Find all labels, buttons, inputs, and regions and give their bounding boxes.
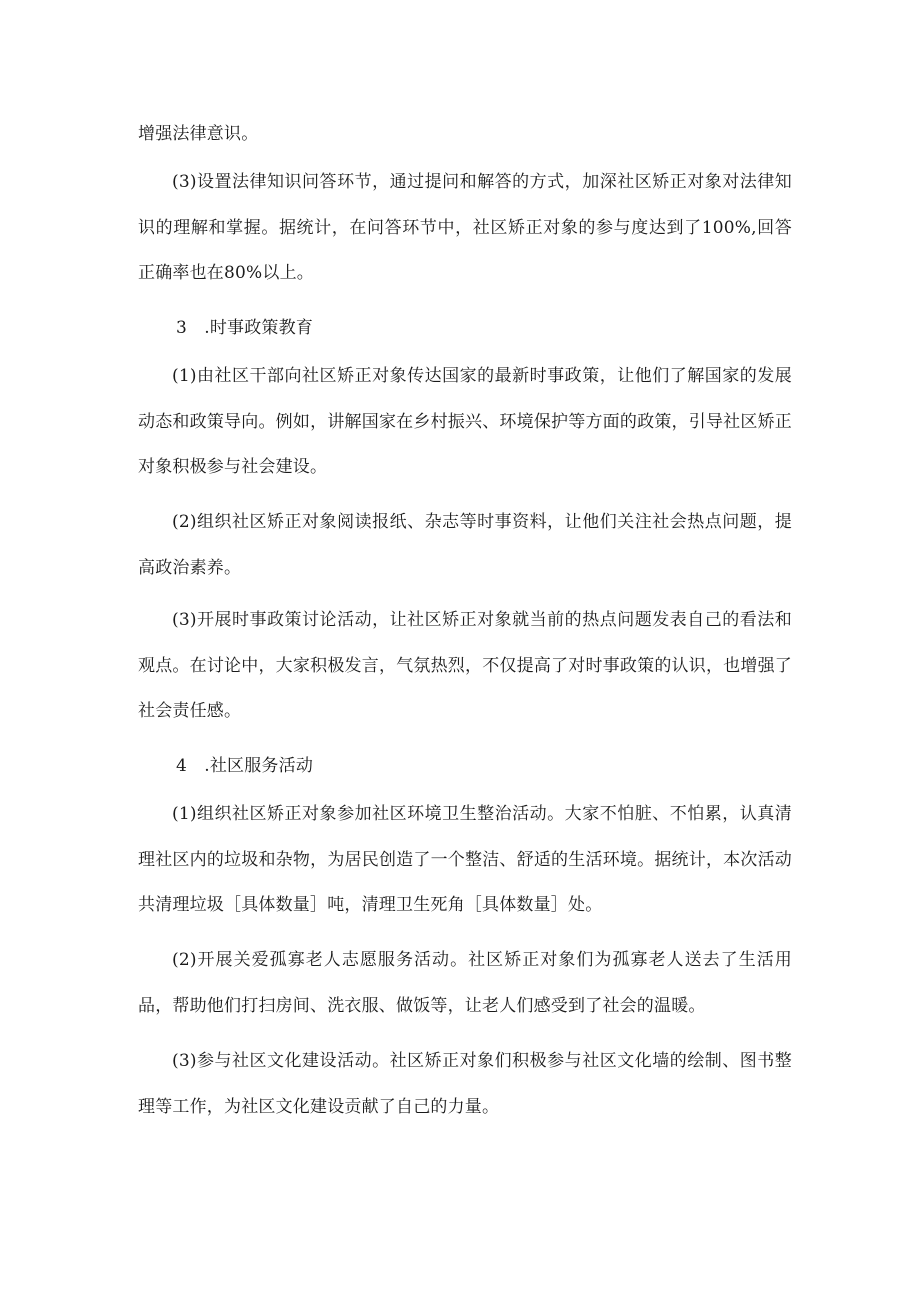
paragraph-legal-quiz: (3)设置法律知识问答环节，通过提问和解答的方式，加深社区矫正对象对法律知识的理解和掌握。据统计，在问答环节中，社区矫正对象的参与度达到了100%,回答正确率也在80%以上。 [138,172,792,283]
section-heading-community-service: 4 .社区服务活动 [176,756,314,776]
paragraph-environment-cleanup: (1)组织社区矫正对象参加社区环境卫生整治活动。大家不怕脏、不怕累，认真清理社区内的垃圾和杂物，为居民创造了一个整洁、舒适的生活环境。据统计，本次活动共清理垃圾［具体数量］吨，清理卫生死角［具体数量］处。 [138,804,792,915]
paragraph-policy-discussion: (3)开展时事政策讨论活动，让社区矫正对象就当前的热点问题发表自己的看法和观点。在讨论中，大家积极发言，气氛热烈，不仅提高了对时事政策的认识，也增强了社会责任感。 [138,610,792,721]
paragraph-continuation: 增强法律意识。 [138,124,259,144]
paragraph-elderly-volunteer: (2)开展关爱孤寡老人志愿服务活动。社区矫正对象们为孤寡老人送去了生活用品，帮助他们打扫房间、洗衣服、做饭等，让老人们感受到了社会的温暖。 [138,950,792,1016]
paragraph-cultural-construction: (3)参与社区文化建设活动。社区矫正对象们积极参与社区文化墙的绘制、图书整理等工作，为社区文化建设贡献了自己的力量。 [138,1051,792,1117]
paragraph-policy-briefing: (1)由社区干部向社区矫正对象传达国家的最新时事政策，让他们了解国家的发展动态和政策导向。例如，讲解国家在乡村振兴、环境保护等方面的政策，引导社区矫正对象积极参与社会建设。 [138,366,792,477]
paragraph-reading-materials: (2)组织社区矫正对象阅读报纸、杂志等时事资料，让他们关注社会热点问题，提高政治素养。 [138,512,792,578]
section-heading-current-affairs: 3 .时事政策教育 [176,318,314,338]
